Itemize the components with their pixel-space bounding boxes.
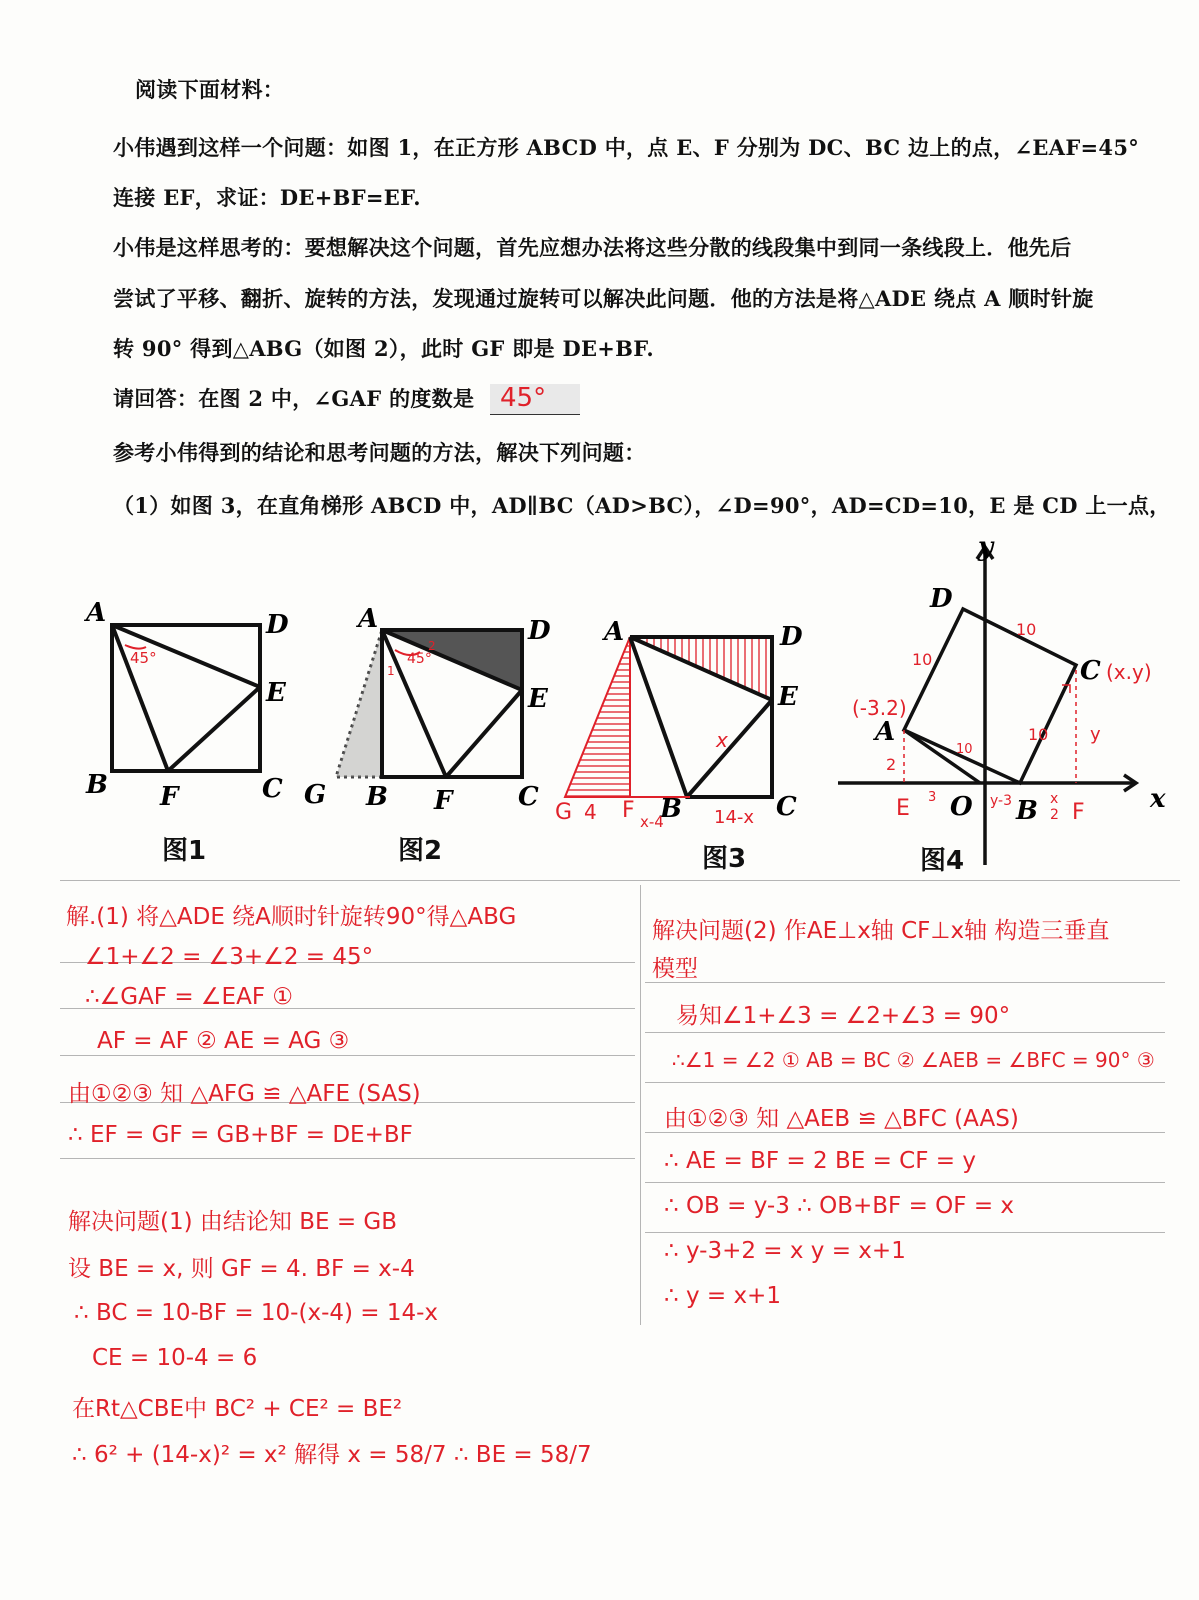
figures-svg <box>0 535 1199 875</box>
solution-right-line-1: 解决问题(2) 作AE⊥x轴 CF⊥x轴 构造三垂直 <box>652 918 1110 944</box>
fig4-label-C: C <box>1080 656 1101 686</box>
fig3-label-C: C <box>776 792 797 822</box>
solution-right-line-5: 由①②③ 知 △AEB ≌ △BFC (AAS) <box>664 1106 1019 1132</box>
figure-1-caption: 图1 <box>162 836 207 866</box>
solution-right-line-8: ∴ y-3+2 = x y = x+1 <box>664 1238 906 1264</box>
fig3-4: 4 <box>584 800 597 824</box>
fig4-E: E <box>896 796 910 821</box>
fig3-x: x <box>716 728 728 752</box>
fig2-label-F: F <box>434 786 453 816</box>
question-prompt: 请回答：在图 2 中，∠GAF 的度数是 <box>113 386 475 411</box>
fig4-ten-top: 10 <box>1016 620 1037 639</box>
fig4-label-A: A <box>875 717 896 747</box>
solution-left-line-9: ∴ BC = 10-BF = 10-(x-4) = 14-x <box>74 1300 439 1326</box>
fig4-two: 2 <box>886 755 897 774</box>
fig1-label-F: F <box>160 782 179 812</box>
fig4-C-coord: (x.y) <box>1106 660 1152 684</box>
solution-left-line-5: 由①②③ 知 △AFG ≌ △AFE (SAS) <box>68 1081 421 1107</box>
fig1-label-A: A <box>86 598 107 628</box>
rule-line <box>645 1082 1165 1083</box>
fig2-label-E: E <box>528 684 548 714</box>
fig4-ten-bottom: 10 <box>956 742 973 757</box>
rule-line <box>645 982 1165 983</box>
solution-right-line-4: ∴∠1 = ∠2 ① AB = BC ② ∠AEB = ∠BFC = 90° ③ <box>672 1048 1155 1072</box>
solution-left-line-7: 解决问题(1) 由结论知 BE = GB <box>68 1209 398 1235</box>
fig4-axis-x: x <box>1150 784 1166 814</box>
fig4-F: F <box>1072 800 1085 825</box>
solution-right-line-6: ∴ AE = BF = 2 BE = CF = y <box>664 1148 976 1174</box>
fig3-F: F <box>622 798 635 823</box>
solution-left-line-11: 在Rt△CBE中 BC² + CE² = BE² <box>72 1396 403 1422</box>
fig4-y-label: y <box>1090 724 1101 745</box>
solution-left-line-4: AF = AF ② AE = AG ③ <box>97 1028 350 1054</box>
fig2-label-B: B <box>366 782 388 812</box>
fig3-label-D: D <box>780 622 803 652</box>
rule-line <box>645 1232 1165 1233</box>
material-paragraph-2c: 转 90° 得到△ABG（如图 2），此时 GF 即是 DE+BF. <box>113 336 654 361</box>
material-paragraph-2b: 尝试了平移、翻折、旋转的方法，发现通过旋转可以解决此问题．他的方法是将△ADE 绕点 A 顺时针旋 <box>113 286 1094 311</box>
fig4-x-label: x <box>1050 791 1059 807</box>
solution-right-line-7: ∴ OB = y-3 ∴ OB+BF = OF = x <box>664 1193 1015 1219</box>
fig4-label-D: D <box>930 584 953 614</box>
fig2-label-D: D <box>528 616 551 646</box>
fig2-angle-1: 1 <box>387 664 395 678</box>
answer-value: 45° <box>500 383 547 413</box>
material-paragraph-4: （1）如图 3，在直角梯形 ABCD 中，AD∥BC（AD>BC），∠D=90°，AD=CD=10，E 是 CD 上一点， <box>113 493 1171 518</box>
fig4-ten-left: 10 <box>912 650 933 669</box>
fig3-label-B: B <box>660 794 682 824</box>
fig3-label-A: A <box>604 617 625 647</box>
figure-2-caption: 图2 <box>398 836 443 866</box>
figure-1 <box>112 625 260 771</box>
material-paragraph-2a: 小伟是这样思考的：要想解决这个问题，首先应想办法将这些分散的线段集中到同一条线段上．他先后 <box>113 235 1072 260</box>
fig2-label-G: G <box>304 780 327 810</box>
fig4-label-B: B <box>1016 796 1038 826</box>
fig1-label-E: E <box>266 678 286 708</box>
solution-left-line-12: ∴ 6² + (14-x)² = x² 解得 x = 58/7 ∴ BE = 58/7 <box>72 1442 592 1468</box>
rule-line <box>60 880 1180 881</box>
fig4-label-O: O <box>950 792 973 822</box>
column-divider <box>640 885 641 1325</box>
fig3-G: G <box>555 800 573 825</box>
rule-line <box>645 1182 1165 1183</box>
fig4-A-coord: (-3.2) <box>852 696 907 720</box>
fig4-three: 3 <box>928 790 937 805</box>
fig3-14-x: 14-x <box>714 807 755 828</box>
solution-right-line-3: 易知∠1+∠3 = ∠2+∠3 = 90° <box>676 1003 1011 1029</box>
rule-line <box>60 1055 635 1056</box>
material-paragraph-3: 参考小伟得到的结论和思考问题的方法，解决下列问题： <box>113 440 646 465</box>
solution-left-line-3: ∴∠GAF = ∠EAF ① <box>85 984 293 1010</box>
solution-right-line-2: 模型 <box>652 956 698 982</box>
material-paragraph-1b: 连接 EF，求证：DE+BF=EF. <box>113 185 421 210</box>
fig4-ten-right: 10 <box>1028 725 1049 744</box>
solution-left-line-6: ∴ EF = GF = GB+BF = DE+BF <box>68 1122 413 1148</box>
fig1-label-D: D <box>266 610 289 640</box>
fig3-label-E: E <box>778 682 798 712</box>
solution-left-line-2: ∠1+∠2 = ∠3+∠2 = 45° <box>85 944 374 970</box>
fig4-two-b: 2 <box>1050 807 1059 823</box>
solution-left-line-1: 解.(1) 将△ADE 绕A顺时针旋转90°得△ABG <box>66 904 517 930</box>
fig1-label-B: B <box>86 770 108 800</box>
fig4-axis-y: y <box>978 535 994 562</box>
fig2-angle: 45° <box>407 651 432 667</box>
figure-3-caption: 图3 <box>702 844 747 874</box>
fig2-label-C: C <box>518 782 539 812</box>
solution-left-line-10: CE = 10-4 = 6 <box>92 1345 258 1371</box>
fig2-angle-2: 2 <box>428 639 436 653</box>
fig4-y-3: y-3 <box>990 793 1012 809</box>
material-paragraph-1a: 小伟遇到这样一个问题：如图 1，在正方形 ABCD 中，点 E、F 分别为 DC、BC 边上的点，∠EAF=45° <box>113 135 1140 160</box>
rule-line <box>645 1032 1165 1033</box>
fig1-label-C: C <box>262 774 283 804</box>
rule-line <box>60 1158 635 1159</box>
fig3-x-4: x-4 <box>640 813 664 831</box>
fig1-angle: 45° <box>130 649 157 667</box>
solution-right-line-9: ∴ y = x+1 <box>664 1283 781 1309</box>
material-heading: 阅读下面材料： <box>135 77 285 102</box>
solution-left-line-8: 设 BE = x, 则 GF = 4. BF = x-4 <box>68 1256 415 1282</box>
fig2-label-A: A <box>358 604 379 634</box>
figure-4-caption: 图4 <box>920 846 965 876</box>
